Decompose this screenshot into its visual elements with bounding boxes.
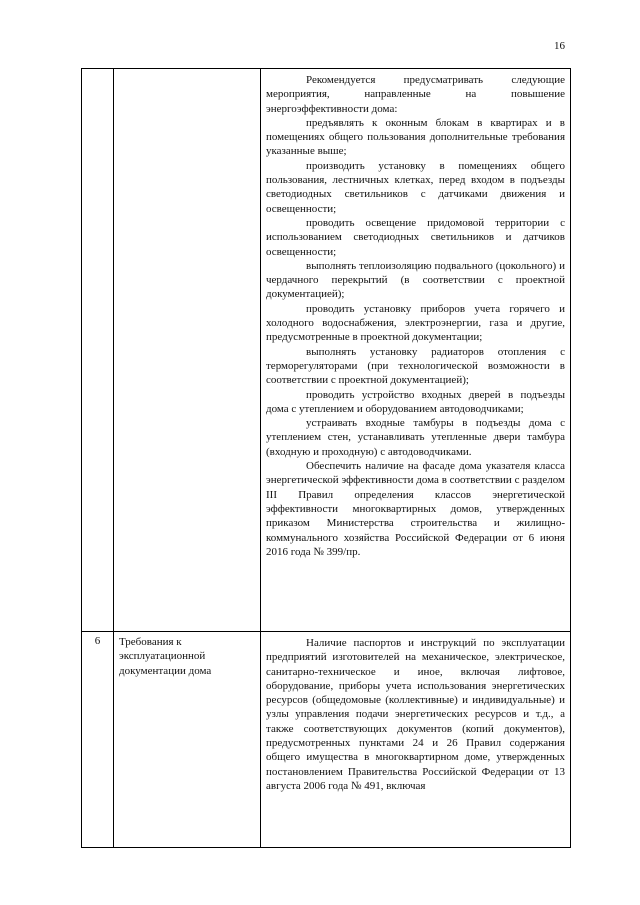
table-row (82, 632, 571, 848)
paragraph: устраивать входные тамбуры в подъезды дома с утеплением стен, устанавливать утепленные двери тамбура (входную и проходную) с автодоводчиками. (266, 417, 565, 458)
requirements-table (81, 68, 571, 848)
paragraph: Наличие паспортов и инструкций по эксплуатации предприятий изготовителей на механическое, электрическое, санитарно-техническое и иное, включая лифтовое, оборудование, приборы учета использования энергетических ресурсов (общедомовые (коллективные) и индивидуальные) и узлы управления подачи энергетических ресурсов и т.д., а также соответствующих документов (копий документов), предусмотренных пунктами 24 и 26 Правил содержания общего имущества в многоквартирном доме, утвержденных постановлением Правительства Российской Федерации от 13 августа 2006 года № 491, включая (266, 637, 565, 792)
paragraph: Обеспечить наличие на фасаде дома указателя класса энергетической эффективности дома в соответствии с разделом III Правил определения классов энергетической эффективности многоквартирных домов, утвержденных приказом Министерства строительства и жилищно-коммунального хозяйства Российской Федерации от 6 июня 2016 года № 399/пр. (266, 460, 565, 558)
paragraph: проводить установку приборов учета горячего и холодного водоснабжения, электроэнергии, газа и другие, предусмотренные в проектной документации; (266, 302, 565, 344)
paragraph: предъявлять к оконным блокам в квартирах и в помещениях общего пользования дополнительные требования указанные выше; (266, 116, 565, 158)
paragraph: выполнять теплоизоляцию подвального (цокольного) и чердачного перекрытий (в соответствии с проектной документацией); (266, 259, 565, 301)
page-number: 16 (554, 40, 565, 52)
row-number-cell: 6 (82, 632, 114, 848)
requirement-cell: Требования к эксплуатационной документации дома (114, 632, 261, 848)
description-cell (261, 69, 571, 632)
requirement-cell (114, 69, 261, 632)
description-cell (261, 632, 571, 848)
paragraph: выполнять установку радиаторов отопления с терморегуляторами (при технологической возможности в соответствии с проектной документацией); (266, 345, 565, 387)
paragraph: Рекомендуется предусматривать следующие мероприятия, направленные на повышение энергоэффективности дома: (266, 74, 565, 115)
paragraph: производить установку в помещениях общего пользования, лестничных клетках, перед входом в подъезды светодиодных светильников с датчиками движения и освещенности; (266, 159, 565, 215)
row-number-cell (82, 69, 114, 632)
paragraph: проводить освещение придомовой территории с использованием светодиодных светильников и датчиков освещенности; (266, 216, 565, 258)
paragraph: проводить устройство входных дверей в подъезды дома с утеплением и оборудованием автодоводчиками; (266, 388, 565, 415)
table-row (82, 69, 571, 632)
